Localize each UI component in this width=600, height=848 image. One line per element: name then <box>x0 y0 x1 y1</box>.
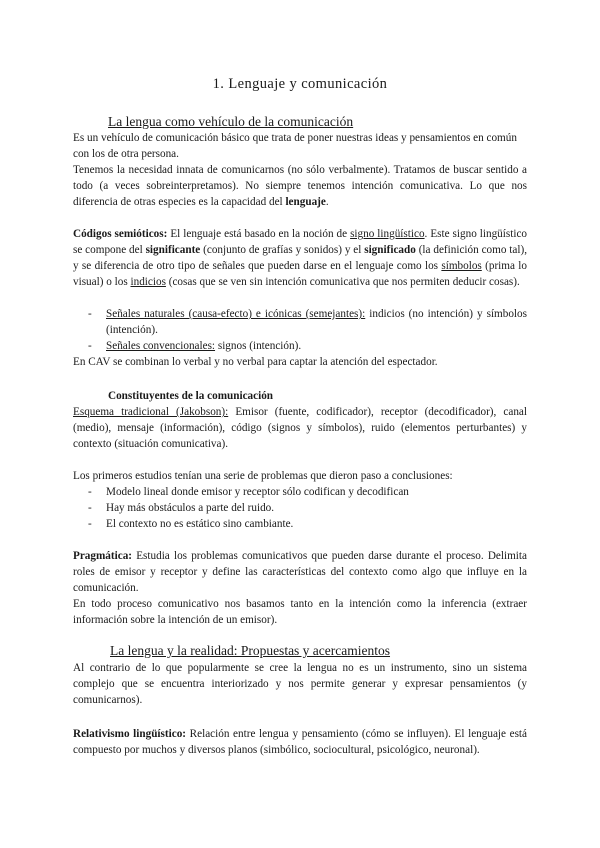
esquema-paragraph: Esquema tradicional (Jakobson): Emisor (fuente, codificador), receptor (decodificador), canal (medio), mensaje (información), código (signos y símbolos), ruido (elementos perturbantes) y contexto (situación comunicativa). <box>73 406 528 450</box>
intro-paragraph: Es un vehículo de comunicación básico que trata de poner nuestras ideas y pensamientos en común con los de otra persona. <box>73 132 517 160</box>
pragmatica-label: Pragmática: <box>73 550 133 562</box>
relativismo-paragraph: Relativismo lingüístico: Relación entre lengua y pensamiento (cómo se influyen). El lenguaje está compuesto por muchos y diversos planos (simbólico, sociocultural, psicológico, neuronal). <box>73 728 528 756</box>
list-item: Modelo lineal donde emisor y receptor sólo codifican y decodifican <box>106 486 409 498</box>
codigos-label: Códigos semióticos: <box>73 228 168 240</box>
significante-term: significante <box>145 244 201 256</box>
simbolos-term: símbolos <box>441 260 482 272</box>
list-item: Señales naturales (causa-efecto) e icónicas (semejantes): indicios (no intención) y símbolos (intención). <box>106 308 527 336</box>
bullet-dash: - <box>88 340 92 352</box>
significado-term: significado <box>364 244 416 256</box>
section-heading-lengua-realidad: La lengua y la realidad: Propuestas y acercamientos <box>110 643 391 658</box>
pragmatica-paragraph: Pragmática: Estudia los problemas comunicativos que pueden darse durante el proceso. Delimita roles de emisor y receptor y define las características del contexto como algo que influye en la comunicación. <box>73 550 527 594</box>
proceso-paragraph: En todo proceso comunicativo nos basamos tanto en la intención como la inferencia (extraer información sobre la intención de un emisor). <box>73 598 527 626</box>
list-item: Señales convencionales: signos (intención). <box>106 340 302 352</box>
bullet-dash: - <box>88 518 92 530</box>
signo-linguistico-term: signo lingüístico <box>350 228 425 240</box>
primeros-paragraph: Los primeros estudios tenían una serie de problemas que dieron paso a conclusiones: <box>73 470 453 482</box>
contrario-paragraph: Al contrario de lo que popularmente se cree la lengua no es un instrumento, sino un sistema complejo que se encuentra interiorizado y nos permite generar y expresar pensamientos (y comunicarnos). <box>73 662 527 706</box>
bullet-dash: - <box>88 486 92 498</box>
relativismo-label: Relativismo lingüístico: <box>73 728 187 740</box>
codigos-paragraph: Códigos semióticos: El lenguaje está basado en la noción de signo lingüístico. Este signo lingüístico se compone del significante (conjunto de grafías y sonidos) y el significado (la definición como tal), y se diferencia de otro tipo de señales que pueden darse en el lenguaje como los símbolos (prima lo visual) o los indicios (cosas que se ven sin intención comunicativa que nos permiten deducir cosas). <box>73 228 528 288</box>
page-title: 1. Lenguaje y comunicación <box>212 76 388 92</box>
necesidad-paragraph: Tenemos la necesidad innata de comunicarnos (no sólo verbalmente). Tratamos de buscar sentido a todo (a veces sobreinterpretamos). No siempre tenemos intención comunicativa. Lo que nos diferencia de otras especies es la capacidad del lenguaje. <box>73 164 527 208</box>
esquema-label: Esquema tradicional (Jakobson): <box>73 406 229 418</box>
list-item: El contexto no es estático sino cambiante. <box>106 518 294 530</box>
lenguaje-bold: lenguaje <box>285 196 326 208</box>
list-item: Hay más obstáculos a parte del ruido. <box>106 502 275 514</box>
cav-paragraph: En CAV se combinan lo verbal y no verbal para captar la atención del espectador. <box>73 356 438 368</box>
section-heading-lengua-vehiculo: La lengua como vehículo de la comunicación <box>108 114 354 129</box>
section-heading-constituyentes: Constituyentes de la comunicación <box>108 390 274 402</box>
bullet-dash: - <box>88 502 92 514</box>
bullet-dash: - <box>88 308 92 320</box>
indicios-term: indicios <box>130 276 166 288</box>
